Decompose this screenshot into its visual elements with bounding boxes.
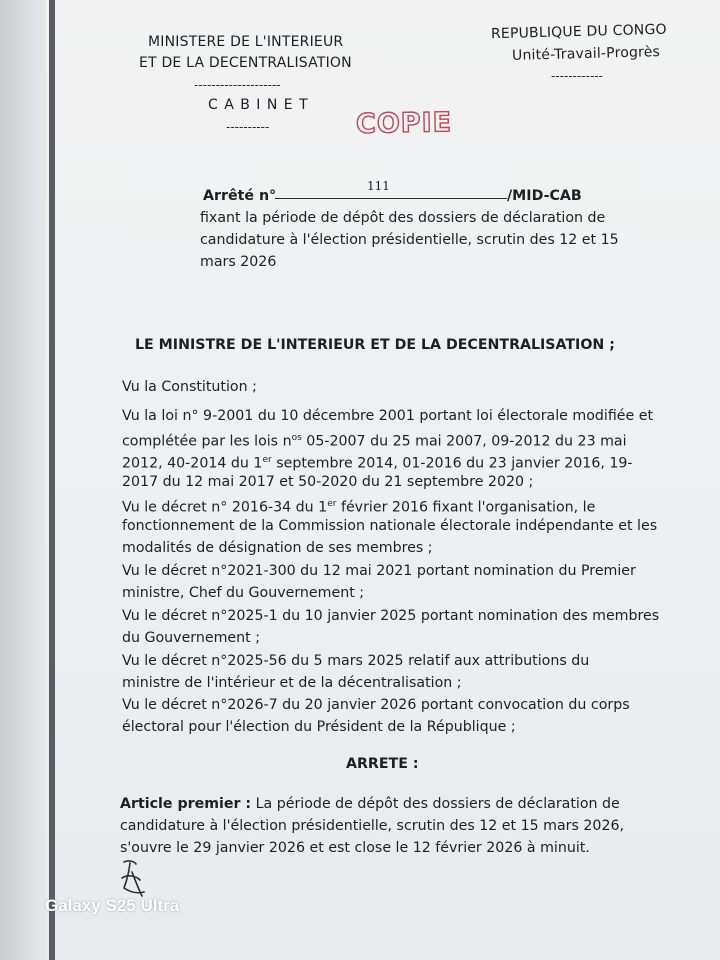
visa-loi-line1: Vu la loi n° 9-2001 du 10 décembre 2001 portant loi électorale modifiée et — [122, 408, 654, 424]
visa-decret-2026-7-line1: Vu le décret n°2026-7 du 20 janvier 2026 portant convocation du corps — [122, 697, 630, 713]
visa-decret-2025-1-line1: Vu le décret n°2025-1 du 10 janvier 2025 portant nomination des membres — [122, 608, 660, 624]
page-left-edge — [0, 0, 46, 960]
arrete-subject-line2: candidature à l'élection présidentielle, scrutin des 12 et 15 — [200, 232, 619, 248]
visa-decret-2016-line2: fonctionnement de la Commission nationale électorale indépendante et les — [122, 518, 658, 534]
arrete-suffix: /MID-CAB — [507, 188, 582, 204]
visa-constitution: Vu la Constitution ; — [122, 379, 257, 395]
camera-watermark: Galaxy S25 Ultra — [45, 896, 180, 915]
visa-decret-2021-line2: ministre, Chef du Gouvernement ; — [122, 585, 365, 601]
visa-loi-line4: 2017 du 12 mai 2017 et 50-2020 du 21 septembre 2020 ; — [122, 474, 534, 490]
visa-decret-2025-1-line2: du Gouvernement ; — [122, 630, 260, 646]
ministry-name-line1: MINISTERE DE L'INTERIEUR — [148, 34, 344, 50]
article-premier-label: Article premier : — [120, 796, 252, 812]
visa-decret-2025-56-line2: ministre de l'intérieur et de la décentralisation ; — [122, 675, 462, 691]
visa-decret-2016-line1: Vu le décret n° 2016-34 du 1er février 2016 fixant l'organisation, le — [122, 499, 596, 516]
cabinet-label: C A B I N E T — [208, 97, 309, 113]
decision-heading: ARRETE : — [346, 756, 419, 772]
arrete-number: 111 — [367, 179, 390, 193]
cabinet-separator: ---------- — [226, 120, 270, 134]
article-premier-line1: Article premier : La période de dépôt des dossiers de déclaration de — [120, 796, 620, 812]
republic-motto: Unité-Travail-Progrès — [511, 44, 661, 64]
republic-name: REPUBLIQUE DU CONGO — [490, 21, 667, 43]
copie-stamp: COPIE — [355, 107, 453, 140]
visa-decret-2025-56-line1: Vu le décret n°2025-56 du 5 mars 2025 relatif aux attributions du — [122, 653, 590, 669]
arrete-number-line — [275, 198, 507, 199]
ministry-separator: -------------------- — [194, 78, 281, 92]
republic-separator: ------------ — [551, 69, 603, 83]
ministry-name-line2: ET DE LA DECENTRALISATION — [139, 55, 352, 71]
visa-loi-line2: complétée par les lois $n^{os}$ 05-2007 du 25 mai 2007, 09-2012 du 23 mai — [122, 433, 627, 450]
visa-loi-line3: 2012, 40-2014 du 1er septembre 2014, 01-2016 du 23 janvier 2016, 19- — [122, 455, 633, 472]
arrete-subject-line1: fixant la période de dépôt des dossiers de déclaration de — [200, 210, 606, 226]
arrete-subject-line3: mars 2026 — [200, 254, 277, 270]
visa-decret-2021-line1: Vu le décret n°2021-300 du 12 mai 2021 portant nomination du Premier — [122, 563, 636, 579]
minister-title: LE MINISTRE DE L'INTERIEUR ET DE LA DECENTRALISATION ; — [135, 337, 615, 353]
article-premier-line2: candidature à l'élection présidentielle, scrutin des 12 et 15 mars 2026, — [120, 818, 625, 834]
margin-line — [49, 0, 55, 960]
article-premier-line3: s'ouvre le 29 janvier 2026 et est close le 12 février 2026 à minuit. — [120, 840, 590, 856]
arrete-label: Arrêté n° — [203, 188, 277, 204]
visa-decret-2016-line3: modalités de désignation de ses membres ; — [122, 540, 433, 556]
visa-decret-2026-7-line2: électoral pour l'élection du Président de la République ; — [122, 719, 516, 735]
